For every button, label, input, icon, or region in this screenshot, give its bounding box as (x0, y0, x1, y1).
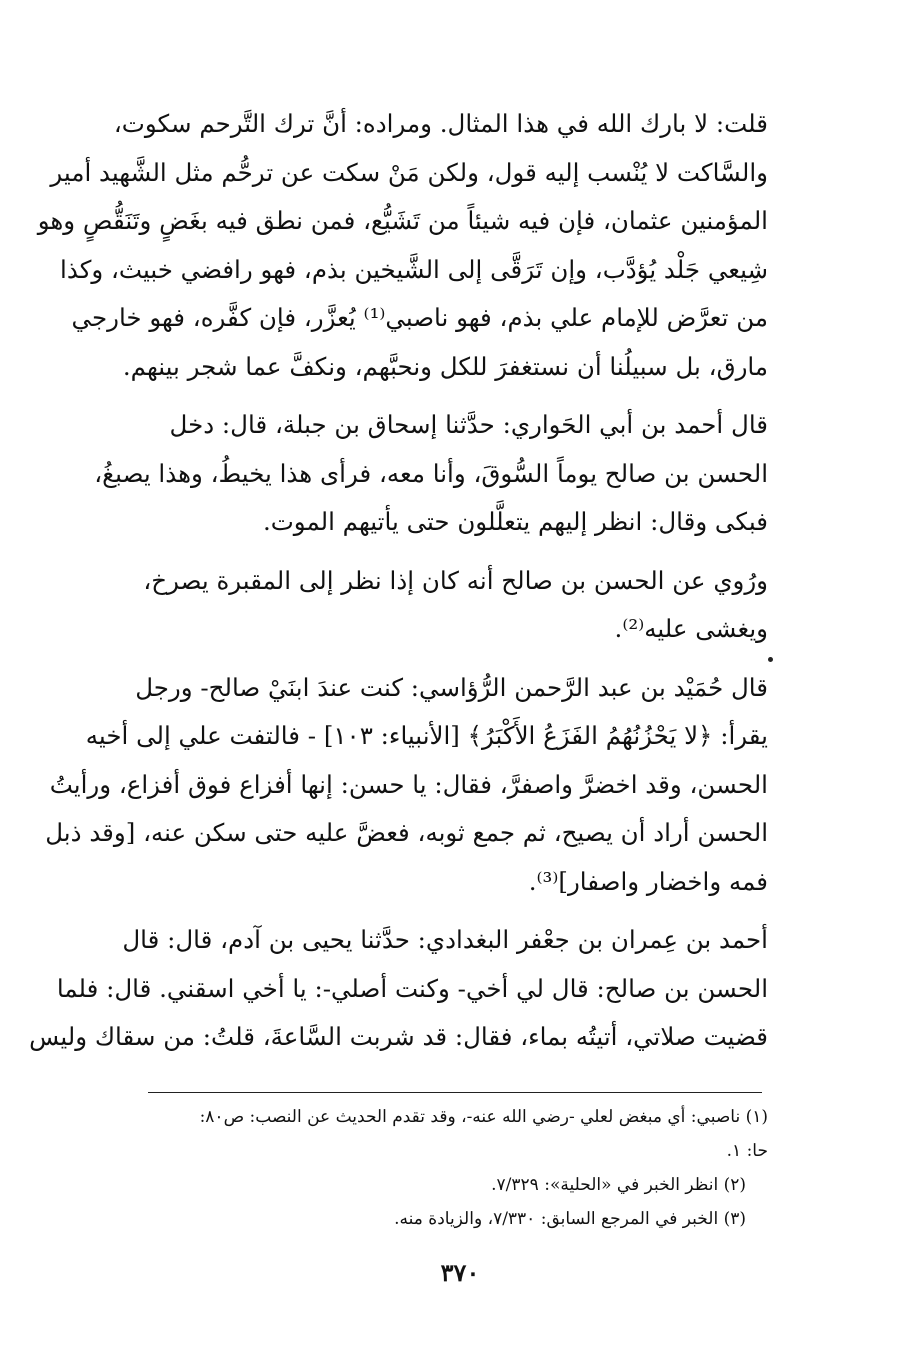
text-line: ورُوي عن الحسن بن صالح أنه كان إذا نظر إلى المقبرة يصرخ، (143, 565, 768, 595)
footnote-3: (٣) الخبر في المرجع السابق: ٧/٣٣٠، والزيادة منه. (394, 1209, 746, 1229)
paragraph-1 (37, 100, 768, 391)
text-line: الحسن أراد أن يصيح، ثم جمع ثوبه، فعضَّ عليه حتى سكن عنه، [وقد ذبل (45, 818, 768, 847)
text-line: فبكى وقال: انظر إليهم يتعلَّلون حتى يأتيهم الموت. (262, 507, 768, 536)
text-line: أحمد بن عِمران بن جعْفر البغدادي: حدَّثنا يحيى بن آدم، قال: قال (122, 925, 768, 954)
text-line: ويغشى عليه⁽²⁾. (614, 614, 768, 643)
text-line: شِيعي جَلْد يُؤدَّب، وإن تَرَقَّى إلى الشَّيخين بذم، فهو رافضي خبيث، وكذا (60, 254, 768, 284)
text-line: يقرأ: ﴿لا يَحْزُنُهُمُ الفَزَعُ الأَكْبَرُ﴾ [الأنبياء: ١٠٣] - فالتفت علي إلى أخيه (85, 721, 768, 750)
footnotes (104, 1100, 768, 1236)
text-line: والسَّاكت لا يُنْسب إليه قول، ولكن مَنْ سكت عن ترحُّم مثل الشَّهيد أمير (50, 157, 768, 187)
text-line: المؤمنين عثمان، فإن فيه شيئاً من تَشَيُّع، فمن نطق فيه بغَضٍ وتَنَقُّصٍ وهو (37, 206, 768, 235)
text-line: قال أحمد بن أبي الحَواري: حدَّثنا إسحاق بن جبلة، قال: دخل (169, 410, 768, 439)
text-line: الحسن بن صالح يوماً السُّوقَ، وأنا معه، فرأى هذا يخيطُ، وهذا يصبغُ، (94, 458, 768, 488)
footnote-1: (١) ناصبي: أي مبغض لعلي -رضي الله عنه-، وقد تقدم الحديث عن النصب: ص٨٠: (199, 1107, 768, 1127)
paragraph-4 (45, 664, 768, 907)
main-text (29, 100, 768, 1062)
text-line: من تعرَّض للإمام علي بذم، فهو ناصبي⁽¹⁾ يُعزَّر، فإن كفَّره، فهو خارجي (71, 303, 768, 332)
footnote-2: (٢) انظر الخبر في «الحلية»: ٧/٣٢٩. (491, 1175, 746, 1195)
page-number: ٣٧٠ (440, 1258, 480, 1287)
stray-dot-mark (768, 657, 773, 662)
text-line: قلت: لا بارك الله في هذا المثال. ومراده: أنَّ ترك التَّرحم سكوت، (113, 109, 768, 138)
paragraph-2 (94, 401, 768, 547)
footnote-separator (148, 1092, 762, 1093)
paragraph-5 (29, 916, 768, 1062)
text-line: الحسن بن صالح: قال لي أخي- وكنت أصلي-: يا أخي اسقني. قال: فلما (56, 973, 768, 1003)
footnote-1-continued: حا: ١. (726, 1141, 768, 1161)
text-line: الحسن، وقد اخضرَّ واصفرَّ، فقال: يا حسن: إنها أفزاع فوق أفزاع، ورأيتُ (49, 769, 768, 799)
text-line: فمه واخضار واصفار]⁽³⁾. (528, 866, 768, 896)
paragraph-3 (104, 557, 768, 654)
text-line: مارق، بل سبيلُنا أن نستغفرَ للكل ونحبَّهم، ونكفَّ عما شجر بينهم. (122, 351, 768, 381)
text-line: قال حُمَيْد بن عبد الرَّحمن الرُّؤاسي: كنت عندَ ابنَيْ صالح- ورجل (135, 672, 768, 702)
text-line: قضيت صلاتي، أتيتُه بماء، فقال: قد شربت السَّاعةَ، قلتُ: من سقاك وليس (29, 1022, 768, 1051)
